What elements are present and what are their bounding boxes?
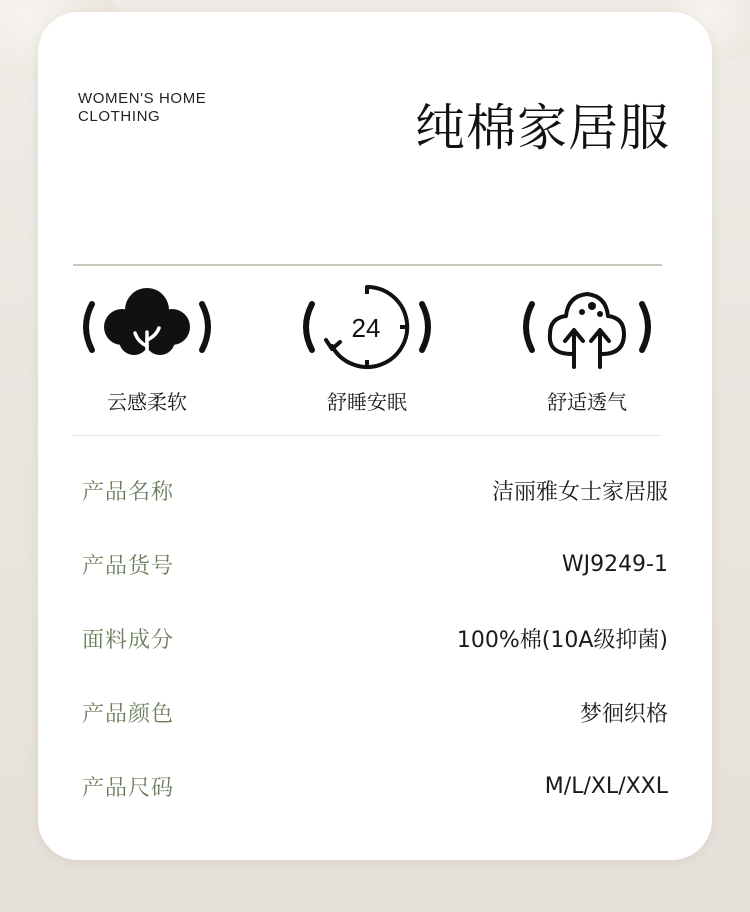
clock-24-icon <box>292 282 442 372</box>
cotton-cloud-icon <box>72 282 222 372</box>
spec-value: WJ9249-1 <box>561 551 668 577</box>
spec-value: 100%棉(10A级抑菌) <box>456 627 668 653</box>
spec-value: 洁丽雅女士家居服 <box>491 479 668 505</box>
spec-row-fabric <box>82 618 668 658</box>
feature-label: 云感柔软 <box>107 390 187 414</box>
spec-label: 产品名称 <box>82 479 175 505</box>
spec-value: 梦徊织格 <box>579 701 668 727</box>
spec-label: 产品尺码 <box>82 775 175 801</box>
spec-label: 产品颜色 <box>82 701 175 727</box>
spec-row-item-number <box>82 544 668 584</box>
divider <box>73 264 662 266</box>
divider <box>73 435 662 436</box>
breathable-tree-icon <box>512 282 662 372</box>
spec-label: 产品货号 <box>82 553 175 579</box>
feature-breathable <box>502 282 672 415</box>
feature-label: 舒适透气 <box>547 390 627 414</box>
spec-row-color <box>82 692 668 732</box>
spec-label: 面料成分 <box>82 627 175 653</box>
brand-english <box>78 90 206 126</box>
feature-soft <box>62 282 232 415</box>
info-card <box>38 12 712 860</box>
spec-row-size <box>82 766 668 806</box>
clock-number: 24 <box>351 313 381 343</box>
page-title: 纯棉家居服 <box>415 99 670 157</box>
feature-label: 舒睡安眠 <box>327 390 407 414</box>
spec-value: M/L/XL/XXL <box>544 773 668 799</box>
brand-line-1: WOMEN'S HOME <box>78 90 207 107</box>
brand-line-2: CLOTHING <box>78 108 161 125</box>
feature-sleep <box>282 282 452 415</box>
spec-row-name <box>82 470 668 510</box>
